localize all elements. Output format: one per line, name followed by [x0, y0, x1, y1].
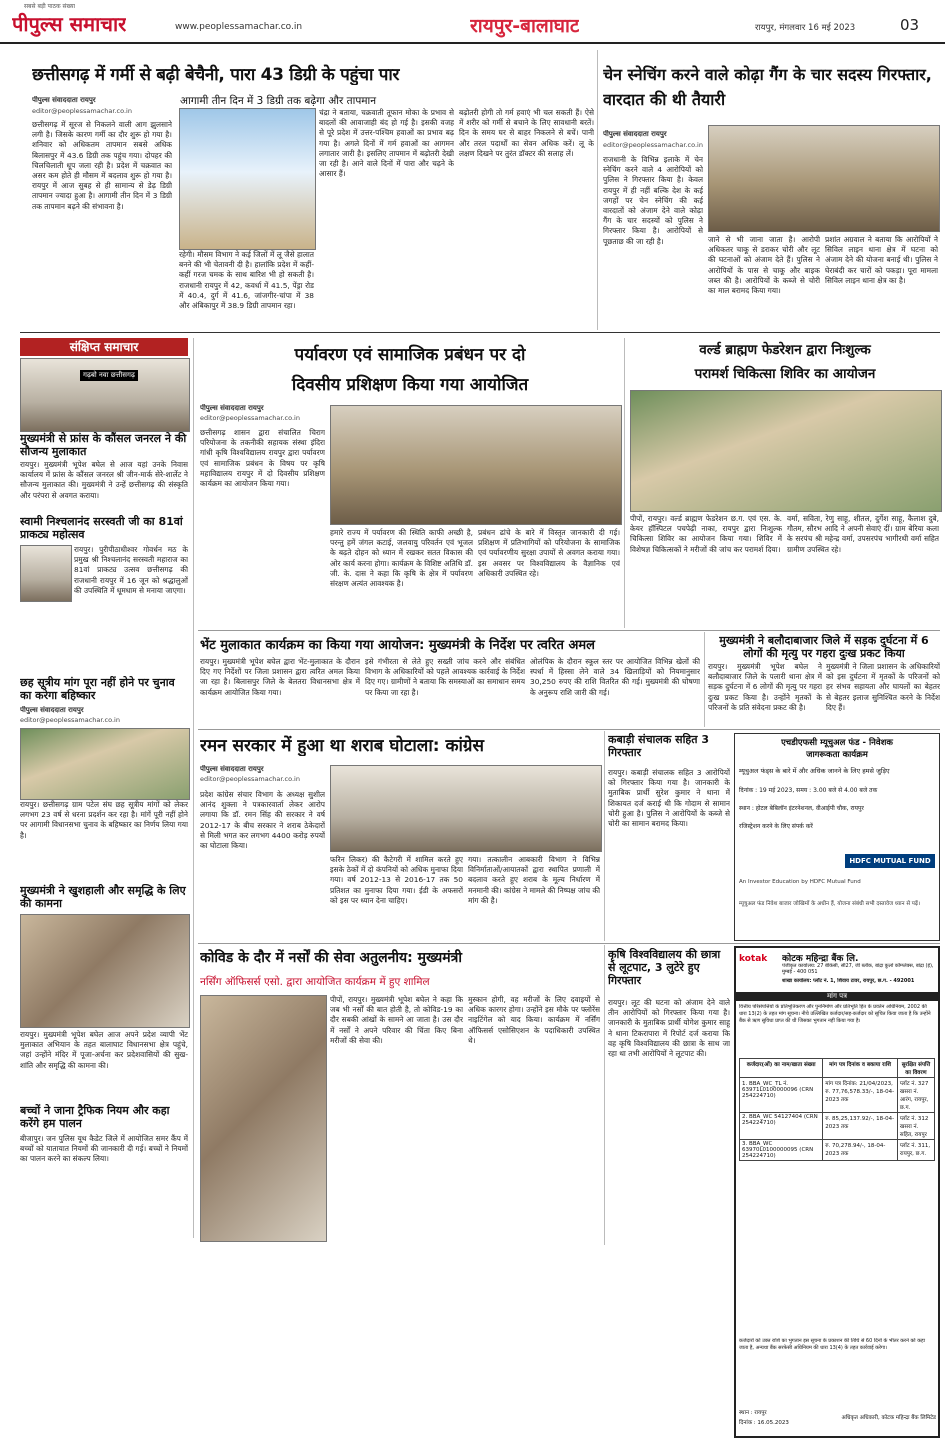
story-env-col2: हमारे राज्य में पर्यावरण की स्थिति काफी अच्छी है, परन्तु हमें जंगल कटाई, जलवायु परिवर्तन एवं भूजल के बढ़ते दोहन को ध्यान में रखकर सतत विकास की ओर कार्य करना होगा। कार्यक्रम के विशिष्ट अतिथि डॉ. जी. के. दास ने कहा कि कृषि के क्षेत्र में पर्यावरण संरक्षण अत्यंत आवश्यक है। [330, 528, 473, 589]
ad-line-2: दिनांक : 19 मई 2023, समय : 3.00 बजे से 4.00 बजे तक [739, 787, 878, 794]
table-cell: 3. BBA_WC 63970L0100000095 (CRN 254224710) [740, 1140, 823, 1161]
ad-title-2: जागरूकता कार्यक्रम [806, 750, 868, 760]
brief-news-heading: संक्षिप्त समाचार [20, 338, 188, 356]
kotak-branch: शाखा कार्यालय: प्लॉट नं. 1, शिवाय टावर, रायपुर, छ.ग. - 492001 [782, 978, 915, 984]
divider [624, 338, 625, 628]
story-nurses-col1: पीपों, रायपुर। मुख्यमंत्री भूपेश बघेल ने कहा कि जब भी नर्सों की बात होती है, तो कोविड-19 का दौर सबकी आंखों के सामने आ जाता है। उस दौर में नर्सों ने अपने परिवार की चिंता किए बिना मरीजों की सेवा की। [330, 995, 463, 1045]
swami-photo [20, 545, 72, 602]
kotak-address: पंजीकृत कार्यालय: 27 बीकेसी, सी27, जी ब्लॉक, बांद्रा कुर्ला कॉम्प्लेक्स, बांद्रा (ई), मुम्बई - 400 051 [782, 963, 934, 975]
table-cell: 2. BBA_WC 54127404 (CRN 254224710) [740, 1113, 823, 1140]
story-accident-headline: मुख्यमंत्री ने बलौदाबाजार जिले में सड़क दुर्घटना में 6 लोगों की मृत्यु पर गहरा दुःख प्रकट किया [719, 634, 929, 660]
story-env-byline: पीपुल्स संवाददाता रायपुर [200, 404, 264, 412]
notice-text: वित्तीय परिसंपत्तियों के प्रतिभूतिकरण और पुनर्निर्माण और प्रतिभूति हित के प्रवर्तन अधिनियम, 2002 की धारा 13(2) के तहत मांग सूचना। नीचे उल्लिखित कर्जदार/सह-कर्जदार को सूचित किया जाता है कि उन्होंने बैंक से ऋण सुविधा प्राप्त की थी जिसका भुगतान नहीं किया गया है। [739, 1004, 931, 1024]
story-env-headline-2: दिवसीय प्रशिक्षण किया गया आयोजित [291, 375, 529, 395]
table-header: सुरक्षित संपत्ति का विवरण [897, 1059, 934, 1078]
accused-photo [708, 125, 940, 232]
table-row [740, 1078, 935, 1113]
story-nurses-col2: मुस्कान होगी, वह मरीजों के लिए दवाइयों से अधिक कारगर होगा। उन्होंने इस मौके पर फ्लोरेंस नाइटिंगेल को याद किया। कार्यक्रम में नर्सिंग ऑफिसर्स एसोसिएशन के पदाधिकारी उपस्थित थे। [468, 995, 600, 1045]
story-visit-headline: भेंट मुलाकात कार्यक्रम का किया गया आयोजन: मुख्यमंत्री के निर्देश पर त्वरित अमल [200, 638, 595, 653]
story-env-email: editor@peoplessamachar.co.in [200, 414, 300, 422]
story-chain-col1: राजधानी के विभिन्न इलाके में चेन स्नेचिंग करने वाले 4 आरोपियों को पुलिस ने गिरफ्तार किया है। केवल रायपुर में ही नहीं बल्कि देश के कई जगहों पर चेन स्नेचिंग की कई वारदातों को अंजाम देने वाले कोढ़ा गैंग के चार सदस्यों को पुलिस ने गिरफ्तार किया है। आरोपियों से पूछताछ की जा रही है। [603, 155, 703, 246]
ad-brand-sub: An Investor Education by HDFC Mutual Fund [739, 879, 861, 885]
investor-ad [734, 733, 940, 941]
story-liquor-col2: फरिन लिकर) की कैटेगरी में शामिल करते हुए इसके ठेकों में दो कंपनियों को अधिक मुनाफा दिया गया। वर्ष 2012-13 से 2016-17 तक 50 प्रतिशत का मुनाफा दिया गया। ईडी के अफसरों को इस पर ध्यान देना चाहिए। [330, 855, 463, 905]
masthead-website: www.peoplessamachar.co.in [175, 22, 303, 32]
story-liquor-col1: प्रदेश कांग्रेस संचार विभाग के अध्यक्ष सुशील आनंद शुक्ला ने पत्रकारवार्ता लेकर आरोप लगाया कि डॉ. रमन सिंह की सरकार ने वर्ष 2012-17 के बीच सरकार ने शराब ठेकेदारों से मिली भगत कर लगभग 4400 करोड़ रुपयों का घोटाला किया। [200, 790, 325, 851]
story-nurses-headline: कोविड के दौर में नर्सों की सेवा अतुलनीय: मुख्यमंत्री [200, 950, 462, 966]
story-liquor-headline: रमन सरकार में हुआ था शराब घोटाला: कांग्रेस [200, 736, 484, 756]
story-scrap-text: रायपुर। कबाड़ी संचालक सहित 3 आरोपियों को गिरफ्तार किया गया है। जानकारी के मुताबिक प्रार्थी सुरेश कुमार ने थाना में शिकायत दर्ज कराई थी कि गोदाम से सामान चोरी हुआ है। पुलिस ने आरोपियों के कब्जे से चोरी का सामान बरामद किया। [608, 768, 730, 829]
brief-item-1-headline: मुख्यमंत्री से फ्रांस के कौंसल जनरल ने की सौजन्य मुलाकात [20, 432, 187, 458]
story-chain-byline: पीपुल्स संवाददाता रायपुर [603, 130, 667, 138]
story-liquor-col3: गया। तत्कालीन आबकारी विभाग ने विभिन्न विनिर्माताओं/आयातकों द्वारा स्थापित प्रणाली में बदलाव करते हुए शराब के मूल्य निर्धारण में मनमानी की। कांग्रेस ने मामले की निष्पक्ष जांच की मांग की है। [468, 855, 600, 905]
divider [704, 632, 705, 727]
divider [198, 729, 940, 730]
masthead [0, 0, 945, 44]
masthead-logo: पीपुल्स समाचार [12, 12, 127, 36]
table-cell: रु. 85,25,137.92/-, 18-04-2023 तक [823, 1113, 898, 1140]
story-liquor-email: editor@peoplessamachar.co.in [200, 775, 300, 783]
kotak-logo: kotak [739, 954, 768, 964]
story-nurses-subhead: नर्सिंग ऑफिसर्स एसो. द्वारा आयोजित कार्यक्रम में हुए शामिल [200, 976, 430, 988]
divider [597, 50, 598, 330]
notice-sign: अधिकृत अधिकारी, कोटक महिन्द्रा बैंक लिमिटेड [841, 1415, 936, 1421]
story-heat-col2: रहेगी। मौसम विभाग ने कई जिलों में लू जैसे हालात बनने की भी चेतावनी दी है। हालांकि प्रदेश में कहीं-कहीं गरज चमक के साथ बारिश भी हो सकती है। राजधानी रायपुर में 42, कवर्धा में 41.5, पेंड्रा रोड में 40.4, दुर्ग में 41.6, जांजगीर-चांपा में 38 और अंबिकापुर में 38.9 डिग्री तापमान रहा। [179, 250, 314, 311]
notice-title: मांग पत्र [736, 992, 938, 1001]
section-title: रायपुर-बालाघाट [470, 15, 580, 37]
story-liquor-byline: पीपुल्स संवाददाता रायपुर [200, 765, 264, 773]
notice-place: स्थान : रायपुर [739, 1410, 767, 1416]
brief-item-2-text: रायपुर। पुरीपीठाधीश्वर गोवर्धन मठ के प्रमुख श्री निश्चलानंद सरस्वती महाराज का 81वां प्राकट्य उत्सव छत्तीसगढ़ की राजधानी रायपुर में 16 जून को श्रद्धालुओं की उपस्थिति में धूमधाम से मनाया जाएगा। [74, 545, 188, 595]
story-camp-headline-2: परामर्श चिकित्सा शिविर का आयोजन [694, 366, 876, 382]
table-header: कर्जदार(ओं) का नाम/खाता संख्या [740, 1059, 823, 1078]
story-heat-email: editor@peoplessamachar.co.in [32, 107, 132, 115]
kotak-name: कोटक महिन्द्रा बैंक लि. [782, 954, 859, 964]
table-header-row [740, 1059, 935, 1078]
masthead-date: रायपुर, मंगलवार 16 मई 2023 [755, 23, 856, 33]
nurses-photo [200, 995, 327, 1242]
temple-photo [20, 914, 190, 1028]
demand-table [739, 1058, 935, 1161]
ad-line-4: रजिस्ट्रेशन करने के लिए संपर्क करें [739, 823, 813, 830]
story-chain-col3: प्रशांत अग्रवाल ने बताया कि आरोपियों ने सिविल लाइन थाना क्षेत्र में घटना को अंजाम देने की योजना बनाई थी। पुलिस ने घेराबंदी कर चारों को पकड़ा। पूरा मामला सिविल लाइन थाना क्षेत्र का है। [825, 235, 938, 285]
brief-item-3-text: रायपुर। छत्तीसगढ़ ग्राम पटेल संघ छह सूत्रीय मांगों को लेकर लगभग 23 वर्ष से धरना प्रदर्शन कर रहा है। मांगें पूरी नहीं होने पर आगामी विधानसभा चुनाव के बहिष्कार का निर्णय लिया गया है। [20, 800, 188, 840]
story-env-headline-1: पर्यावरण एवं सामाजिक प्रबंधन पर दो [294, 345, 526, 365]
story-heat-col4: बढ़ोतरी होगी तो गर्म हवाएं भी चल सकती हैं। ऐसे में शरीर को गर्मी से बचाने के लिए सावधानी बरतें। दिन के समय घर से बाहर निकलने से बचें। पानी और तरल पदार्थों का सेवन अधिक करें। लू के लक्षण दिखने पर तुरंत डॉक्टर की सलाह लें। [459, 108, 594, 158]
story-heat-col3: चंद्रा ने बताया, चक्रवाती तूफान मोका के प्रभाव से बादलों की आवाजाही बंद हो गई है। इसकी वजह से पूरे प्रदेश में उत्तर-पश्चिम हवाओं का प्रभाव बढ़ गया है। अगले दिनों में गर्म हवाओं का आगमन लगातार जारी है। इसलिए तापमान में बढ़ोतरी देखी जा रही है। आने वाले दिनों में पारा और चढ़ने के आसार हैं। [319, 108, 454, 179]
story-camp-headline-1: वर्ल्ड ब्राह्मण फेडरेशन द्वारा निःशुल्क [699, 342, 871, 358]
story-chain-email: editor@peoplessamachar.co.in [603, 141, 703, 149]
divider [604, 731, 605, 941]
story-visit-col1: रायपुर। मुख्यमंत्री भूपेश बघेल द्वारा भेंट-मुलाकात के दौरान दिए गए निर्देशों पर जिला प्रशासन द्वारा त्वरित अमल किया जा रहा है। बिलासपुर जिले के बेलतरा विधानसभा क्षेत्र में कार्यक्रम आयोजित किया गया। [200, 657, 360, 697]
notice-footer: कर्जदारों को उक्त राशि का भुगतान इस सूचना के प्रकाशन की तिथि से 60 दिनों के भीतर करने को कहा जाता है, अन्यथा बैंक सरफेसी अधिनियम की धारा 13(4) के तहत कार्रवाई करेगा। [739, 1338, 925, 1351]
story-visit-col3: ओलंपिक के दौरान स्कूल स्तर पर आयोजित विभिन्न खेलों की स्पर्धा में हिस्सा लेने वाले 34 खिलाड़ियों को नियमानुसार 30,250 रुपए की राशि वितरित की गई। मुख्यमंत्री की घोषणा के अनुरूप राशि जारी की गई। [530, 657, 700, 697]
brief-item-3-headline: छह सूत्रीय मांग पूरा नहीं होने पर चुनाव का करेगा बहिष्कार [20, 676, 175, 702]
divider [604, 945, 605, 1245]
training-photo [330, 405, 622, 525]
story-scrap-headline: कबाड़ी संचालक सहित 3 गिरफ्तार [608, 733, 710, 759]
kotak-ad [734, 946, 940, 1438]
story-chain-col2: जाने से भी जाना जाता है। आरोपी अधिकतर चाकू से डराकर चोरी और लूट की घटनाओं को अंजाम देते हैं। पुलिस ने आरोपियों के पास से चाकू और बाइक जब्त की है। आरोपियों के कब्जे से चोरी का माल बरामद किया गया। [708, 235, 820, 296]
story-visit-col2: इसे गंभीरता से लेते हुए सख्ती जांच करने और संबंधित विभाग के अधिकारियों को पहले आवश्यक कार्रवाई के निर्देश दिए गए। ग्रामीणों ने बताया कि समस्याओं का समाधान समय पर किया जा रहा है। [365, 657, 525, 697]
story-env-col3: प्रबंधन ढांचे के बारे में विस्तृत जानकारी दी गई। प्रशिक्षण में प्रतिभागियों को परियोजना के सामाजिक एवं पर्यावरणीय सुरक्षा उपायों से अवगत कराया गया। इस अवसर पर विश्वविद्यालय के वैज्ञानिक एवं अधिकारी उपस्थित रहे। [478, 528, 620, 578]
table-cell: प्लॉट नं. 327 खसरा नं. आरंग, रायपुर, छ.ग. [897, 1078, 934, 1113]
story-robbery-text: रायपुर। लूट की घटना को अंजाम देने वाले तीन आरोपियों को गिरफ्तार किया गया है। जानकारी के मुताबिक प्रार्थी योगेश कुमार साहू ने थाना टिकरापारा में रिपोर्ट दर्ज कराया कि वह कृषि विश्वविद्यालय की छात्रा के साथ जा रहा था तभी आरोपियों ने लूटपाट की। [608, 998, 730, 1059]
table-row [740, 1113, 935, 1140]
table-cell: 1. BBA_WC_TL नं. 63971L0100000096 (CRN 254224710) [740, 1078, 823, 1113]
table-row [740, 1140, 935, 1161]
brief-item-4-headline: मुख्यमंत्री ने खुशहाली और समृद्धि के लिए की कामना [20, 884, 186, 910]
hdfc-logo: HDFC MUTUAL FUND [845, 854, 935, 868]
story-chain-headline: चेन स्नेचिंग करने वाले कोढ़ा गैंग के चार सदस्य गिरफ्तार, वारदात की थी तैयारी [603, 65, 932, 109]
table-cell: मांग पत्र दिनांक: 21/04/2023, रु. 77,76,578.33/-, 18-04-2023 तक [823, 1078, 898, 1113]
story-heat-col1: छत्तीसगढ़ में सूरज से निकलने वाली आग झुलसाने लगी है। जिसके कारण गर्मी का दौर शुरू हो गया है। शनिवार को अधिकतम तापमान सबसे अधिक बिलासपुर में 43.6 डिग्री तक पहुंच गया। दोपहर की चिलचिलाती धूप जला रही है। प्रदेश में चक्रवात का असर कम होते ही मौसम में बदलाव शुरू हो गया है। रायपुर में आज सुबह से ही सामान्य से डेढ़ डिग्री तापमान ज्यादा हुआ है। आगामी तीन दिन में 3 डिग्री तक तापमान बढ़ने की संभावना है। [32, 120, 172, 211]
press-conference-photo [330, 765, 602, 852]
brief-item-5-text: बीजापुर। जन पुलिस यूथ कैडेट जिले में आयोजित समर कैंप में बच्चों को यातायात नियमों की जानकारी दी गई। बच्चों ने नियमों का पालन करने का संकल्प लिया। [20, 1134, 188, 1164]
story-heat-byline: पीपुल्स संवाददाता रायपुर [32, 96, 96, 104]
ad-disclaimer: म्यूचुअल फंड निवेश बाजार जोखिमों के अधीन हैं, योजना संबंधी सभी दस्तावेज ध्यान से पढ़ें। [739, 901, 921, 907]
brief-item-5-headline: बच्चों ने जाना ट्रैफिक नियम और कहा करेंगे हम पालन [20, 1104, 170, 1130]
divider [20, 332, 940, 333]
camp-photo [630, 390, 942, 512]
story-heat-headline: छत्तीसगढ़ में गर्मी से बढ़ी बेचैनी, पारा 43 डिग्री के पहुंचा पार [32, 65, 400, 85]
brief-item-3-byline: पीपुल्स संवाददाता रायपुर [20, 706, 84, 714]
story-camp-col2: वर्मा, सविता, रेणु साहू, शीतल, दुर्गेश साहू, कैलाश दुबे, गौतम, सौरभ आदि ने अपनी सेवाएं दीं। ग्राम बेरिया कला के सरपंच श्री महेन्द्र वर्मा, उपसरपंच भागीरथी वर्मा सहित ग्रामीण उपस्थित रहे। [787, 514, 939, 554]
divider [193, 338, 194, 1238]
brief-item-3-email: editor@peoplessamachar.co.in [20, 716, 120, 724]
ad-line-3: स्थान : होटल बेबिलॉन इंटरनेशनल, वीआईपी चौक, रायपुर [739, 805, 864, 812]
protest-photo [20, 728, 190, 800]
brief-item-2-headline: स्वामी निश्चलानंद सरस्वती जी का 81वां प्राकट्य महोत्सव [20, 515, 183, 541]
table-cell: रु. 70,278.94/-, 18-04-2023 तक [823, 1140, 898, 1161]
page-number: 03 [900, 16, 920, 34]
story-env-col1: छत्तीसगढ़ शासन द्वारा संचालित चिराग परियोजना के तकनीकी सहायक संस्था इंदिरा गांधी कृषि विश्वविद्यालय रायपुर द्वारा पर्यावरण एवं सामाजिक प्रबंधन के विषय पर कृषि महाविद्यालय रायपुर में दो दिवसीय प्रशिक्षण कार्यक्रम का आयोजन किया गया। [200, 428, 325, 489]
story-heat-subhead: आगामी तीन दिन में 3 डिग्री तक बढ़ेगा और तापमान [180, 95, 377, 107]
brief-item-1-text: रायपुर। मुख्यमंत्री भूपेश बघेल से आज यहां उनके निवास कार्यालय में फ्रांस के कौंसल जनरल श्री जीन-मार्क सेरे-शार्लेट ने सौजन्य मुलाकात की। मुख्यमंत्री ने उन्हें छत्तीसगढ़ की संस्कृति और परंपरा से अवगत कराया। [20, 460, 188, 500]
divider [198, 943, 940, 944]
ad-line-1: म्यूचुअल फंड्स के बारे में और अधिक जानने के लिए हमसे जुड़िए [739, 767, 890, 775]
masthead-tagline: सबसे बड़ी पाठक संख्या [24, 3, 76, 10]
story-accident-col2: मुख्यमंत्री ने जिला प्रशासन के अधिकारियों को इस दुर्घटना में मृतकों के परिजनों को हर संभव सहायता और घायलों का बेहतर से बेहतर इलाज सुनिश्चित करने के निर्देश दिए हैं। [826, 662, 940, 712]
photo-caption: गढ़बो नवा छत्तीसगढ़ [80, 370, 138, 381]
divider [198, 630, 940, 631]
story-camp-col1: पीपों, रायपुर। वर्ल्ड ब्राह्मण फेडरेशन छ.ग. एवं एस. के. केयर हॉस्पिटल पचपेढ़ी नाका, रायपुर द्वारा निःशुल्क चिकित्सा शिविर का आयोजन किया गया। शिविर में विशेषज्ञ चिकित्सकों ने मरीजों की जांच कर परामर्श दिया। [630, 514, 782, 554]
table-cell: प्लॉट नं. 312 खसरा नं. सहित, रायपुर [897, 1113, 934, 1140]
sun-photo [179, 108, 316, 250]
brief-item-4-text: रायपुर। मुख्यमंत्री भूपेश बघेल आज अपने प्रदेश व्यापी भेंट मुलाकात अभियान के तहत बालाघाट विधानसभा क्षेत्र पहुंचे, जहां उन्होंने मंदिर में पूजा-अर्चना कर प्रदेशवासियों की सुख-शांति और समृद्धि की कामना की। [20, 1030, 188, 1070]
story-accident-col1: रायपुर। मुख्यमंत्री भूपेश बघेल ने बलौदाबाजार जिले के पलारी थाना क्षेत्र में सड़क दुर्घटना में 6 लोगों की मृत्यु पर गहरा दुःख प्रकट किया है। उन्होंने मृतकों के परिजनों के प्रति संवेदना प्रकट की है। [708, 662, 822, 712]
story-robbery-headline: कृषि विश्वविद्यालय की छात्रा से लूटपाट, 3 लुटेरे हुए गिरफ्तार [608, 948, 721, 987]
notice-date: दिनांक : 16.05.2023 [739, 1420, 789, 1426]
table-header: मांग पत्र दिनांक व बकाया राशि [823, 1059, 898, 1078]
ad-title-1: एचडीएफसी म्यूचुअल फंड - निवेशक [781, 738, 893, 748]
table-cell: प्लॉट नं. 311, रायपुर, छ.ग. [897, 1140, 934, 1161]
